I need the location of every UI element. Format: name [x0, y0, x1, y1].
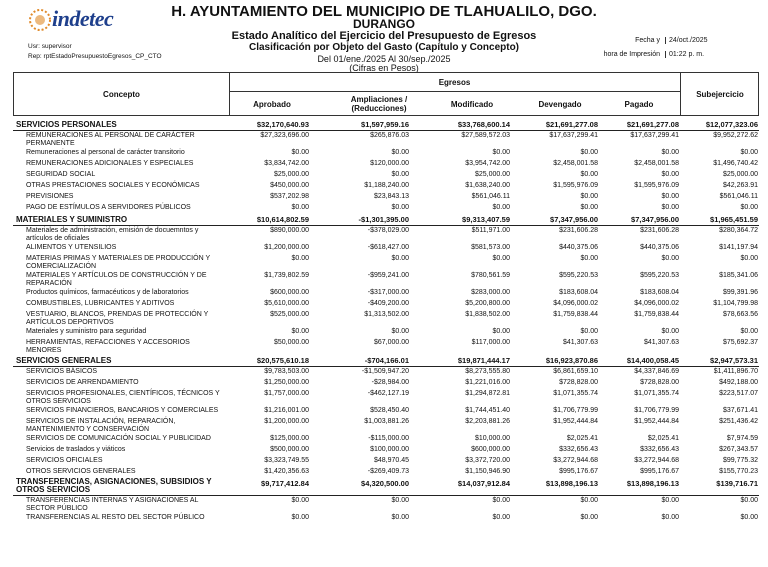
row-value: $3,372,720.00 [465, 457, 510, 464]
row-value: $595,220.53 [559, 272, 598, 279]
table-row [13, 310, 759, 327]
row-value: $78,663.56 [722, 311, 758, 318]
row-value: -$1,301,395.00 [358, 215, 409, 224]
row-value: $0.00 [661, 204, 679, 211]
row-concept: Materiales de administración, emisión de docuemntos y artículos de oficiales [26, 227, 199, 242]
row-concept: SERVICIOS OFICIALES [26, 457, 103, 464]
row-concept: PAGO DE ESTÍMULOS A SERVIDORES PÚBLICOS [26, 204, 191, 211]
row-concept: REMUNERACIONES AL PERSONAL DE CARÁCTER PERMANENTE [26, 132, 195, 147]
row-value: $33,768,600.14 [457, 120, 510, 129]
row-value: $4,337,846.69 [634, 368, 679, 375]
row-value: $41,307.63 [643, 339, 679, 346]
row-value: $7,974.59 [726, 435, 758, 442]
row-value: $0.00 [391, 149, 409, 156]
row-value: $0.00 [661, 149, 679, 156]
row-value: $0.00 [580, 497, 598, 504]
table-row [13, 338, 759, 355]
row-value: $0.00 [740, 514, 758, 521]
row-value: $3,323,749.55 [264, 457, 309, 464]
row-concept: VESTUARIO, BLANCOS, PRENDAS DE PROTECCIÓN Y ARTÍCULOS DEPORTIVOS [26, 311, 209, 326]
row-value: $1,003,881.26 [364, 418, 409, 425]
row-value: $4,096,000.02 [553, 300, 598, 307]
row-value: $0.00 [492, 497, 510, 504]
row-value: $231,606.28 [640, 227, 679, 234]
table-row [13, 367, 759, 378]
row-value: $0.00 [291, 149, 309, 156]
row-concept: SERVICIOS BÁSICOS [26, 368, 98, 375]
row-value: $1,952,444.84 [634, 418, 679, 425]
date-value: 24/oct./2025 [665, 37, 708, 44]
col-modificado: Modificado [450, 100, 494, 109]
row-value: $0.00 [661, 328, 679, 335]
row-value: $1,188,240.00 [364, 182, 409, 189]
row-value: $12,077,323.06 [705, 120, 758, 129]
row-concept: MATERIALES Y SUMINISTRO [16, 215, 128, 224]
row-value: $0.00 [492, 514, 510, 521]
row-value: $21,691,277.08 [626, 120, 679, 129]
row-value: $10,000.00 [474, 435, 510, 442]
table-row [13, 406, 759, 417]
row-value: $332,656.43 [559, 446, 598, 453]
row-value: $10,614,802.59 [256, 215, 309, 224]
row-value: $537,202.98 [270, 193, 309, 200]
row-value: $0.00 [291, 255, 309, 262]
row-value: $595,220.53 [640, 272, 679, 279]
table-row [13, 445, 759, 456]
row-value: $4,320,500.00 [361, 479, 409, 488]
row-value: $440,375.06 [559, 244, 598, 251]
row-value: $0.00 [291, 204, 309, 211]
row-value: $25,000.00 [273, 171, 309, 178]
row-value: $125,000.00 [270, 435, 309, 442]
row-value: -$462,127.19 [367, 390, 409, 397]
row-value: $7,347,956.00 [631, 215, 679, 224]
table-row [13, 254, 759, 271]
row-value: $1,200,000.00 [264, 244, 309, 251]
row-value: $1,952,444.84 [553, 418, 598, 425]
report-units: (Cifras en Pesos) [349, 63, 419, 73]
row-concept: SERVICIOS GENERALES [16, 356, 112, 365]
row-value: $1,496,740.42 [713, 160, 758, 167]
col-ampliaciones: Ampliaciones / (Reducciones) [350, 95, 408, 113]
row-value: $0.00 [391, 328, 409, 335]
row-value: $1,250,000.00 [264, 379, 309, 386]
row-value: $1,071,355.74 [553, 390, 598, 397]
row-value: $1,595,976.09 [634, 182, 679, 189]
row-value: -$1,509,947.20 [361, 368, 409, 375]
row-concept: TRANSFERENCIAS INTERNAS Y ASIGNACIONES AL SECTOR PÚBLICO [26, 497, 199, 512]
row-concept: SERVICIOS DE ARRENDAMIENTO [26, 379, 139, 386]
row-value: $14,037,912.84 [457, 479, 510, 488]
row-concept: SERVICIOS FINANCIEROS, BANCARIOS Y COMERCIALES [26, 407, 219, 414]
row-value: -$409,200.00 [367, 300, 409, 307]
row-value: $2,458,001.58 [553, 160, 598, 167]
row-value: $9,783,503.00 [264, 368, 309, 375]
row-value: $17,637,299.41 [630, 132, 679, 139]
row-value: $50,000.00 [273, 339, 309, 346]
row-value: $7,347,956.00 [550, 215, 598, 224]
row-value: $0.00 [661, 497, 679, 504]
row-value: $223,517.07 [719, 390, 758, 397]
row-concept: HERRAMIENTAS, REFACCIONES Y ACCESORIOS MENORES [26, 339, 190, 354]
row-value: -$618,427.00 [367, 244, 409, 251]
row-value: $2,025.41 [647, 435, 679, 442]
table-row [13, 496, 759, 513]
row-value: $0.00 [740, 204, 758, 211]
table-group-row [13, 478, 759, 496]
row-value: $9,952,272.62 [713, 132, 758, 139]
report-name: Estado Analítico del Ejercicio del Presupuesto de Egresos [231, 30, 537, 42]
row-value: $0.00 [391, 255, 409, 262]
row-value: $25,000.00 [474, 171, 510, 178]
row-value: $155,770.23 [719, 468, 758, 475]
col-aprobado: Aprobado [253, 100, 291, 109]
row-value: $1,638,240.00 [465, 182, 510, 189]
row-value: $1,757,000.00 [264, 390, 309, 397]
table-body [13, 119, 759, 524]
row-value: $0.00 [580, 149, 598, 156]
row-value: $728,828.00 [640, 379, 679, 386]
table-row [13, 131, 759, 148]
row-value: $600,000.00 [471, 446, 510, 453]
table-row [13, 299, 759, 310]
row-value: $0.00 [492, 204, 510, 211]
row-value: $139,716.71 [716, 479, 758, 488]
col-pagado: Pagado [624, 100, 654, 109]
col-devengado: Devengado [538, 100, 582, 109]
row-value: $9,313,407.59 [462, 215, 510, 224]
row-value: $0.00 [492, 328, 510, 335]
row-value: $500,000.00 [270, 446, 309, 453]
row-value: $1,706,779.99 [634, 407, 679, 414]
row-value: $99,391.96 [722, 289, 758, 296]
row-value: $117,000.00 [471, 339, 510, 346]
row-value: $600,000.00 [270, 289, 309, 296]
row-value: $511,971.00 [471, 227, 510, 234]
row-concept: TRANSFERENCIAS, ASIGNACIONES, SUBSIDIOS Y OTROS SERVICIOS [16, 477, 212, 494]
row-value: $37,671.41 [722, 407, 758, 414]
row-concept: SERVICIOS DE INSTALACIÓN, REPARACIÓN, MANTENIMIENTO Y CONSERVACIÓN [26, 418, 176, 433]
row-value: $8,273,555.80 [465, 368, 510, 375]
row-value: $995,176.67 [559, 468, 598, 475]
row-value: $1,294,872.81 [465, 390, 510, 397]
report-title: H. AYUNTAMIENTO DEL MUNICIPIO DE TLAHUALILO, DGO. [171, 3, 597, 20]
row-value: $0.00 [580, 171, 598, 178]
row-value: $561,046.11 [719, 193, 758, 200]
row-value: $0.00 [391, 171, 409, 178]
row-value: $42,263.91 [722, 182, 758, 189]
row-value: $780,561.59 [471, 272, 510, 279]
row-value: $581,573.00 [471, 244, 510, 251]
row-value: $17,637,299.41 [549, 132, 598, 139]
row-value: $0.00 [580, 204, 598, 211]
row-value: $1,706,779.99 [553, 407, 598, 414]
row-value: $1,759,838.44 [634, 311, 679, 318]
row-value: $283,000.00 [471, 289, 510, 296]
table-row [13, 181, 759, 192]
row-value: $1,313,502.00 [364, 311, 409, 318]
row-value: $1,150,946.90 [465, 468, 510, 475]
row-value: $1,744,451.40 [465, 407, 510, 414]
row-value: $13,898,196.13 [626, 479, 679, 488]
row-value: $16,923,870.86 [545, 356, 598, 365]
row-value: $41,307.63 [562, 339, 598, 346]
time-value: 01:22 p. m. [665, 51, 704, 58]
table-row [13, 417, 759, 434]
row-value: -$317,000.00 [367, 289, 409, 296]
row-value: $14,400,058.45 [626, 356, 679, 365]
table-row [13, 203, 759, 214]
row-concept: PREVISIONES [26, 193, 74, 200]
row-concept: REMUNERACIONES ADICIONALES Y ESPECIALES [26, 160, 194, 167]
table-row [13, 170, 759, 181]
row-value: $5,200,800.00 [465, 300, 510, 307]
row-value: $1,595,976.09 [553, 182, 598, 189]
row-value: $2,458,001.58 [634, 160, 679, 167]
table-row [13, 389, 759, 406]
row-value: $25,000.00 [722, 171, 758, 178]
row-value: $1,104,799.98 [713, 300, 758, 307]
row-value: $332,656.43 [640, 446, 679, 453]
row-value: $3,272,944.68 [553, 457, 598, 464]
row-value: $1,216,001.00 [264, 407, 309, 414]
row-value: $3,954,742.00 [465, 160, 510, 167]
row-value: $995,176.67 [640, 468, 679, 475]
row-value: $141,197.94 [719, 244, 758, 251]
row-value: $528,450.40 [370, 407, 409, 414]
table-row [13, 456, 759, 467]
row-value: $0.00 [492, 255, 510, 262]
row-value: $450,000.00 [270, 182, 309, 189]
row-value: $67,000.00 [373, 339, 409, 346]
table-row [13, 288, 759, 299]
table-row [13, 271, 759, 288]
row-value: $2,947,573.31 [710, 356, 758, 365]
row-value: $440,375.06 [640, 244, 679, 251]
row-value: $23,843.13 [373, 193, 409, 200]
row-value: -$959,241.00 [367, 272, 409, 279]
table-row [13, 226, 759, 243]
row-value: $75,692.37 [722, 339, 758, 346]
row-value: $1,965,451.59 [710, 215, 758, 224]
row-value: -$28,984.00 [371, 379, 409, 386]
row-value: $265,876.03 [370, 132, 409, 139]
row-concept: MATERIAS PRIMAS Y MATERIALES DE PRODUCCIÓN Y COMERCIALIZACIÓN [26, 255, 210, 270]
row-value: $27,589,572.03 [461, 132, 510, 139]
row-value: $267,343.57 [719, 446, 758, 453]
col-subejercicio: Subejercicio [696, 90, 744, 99]
row-value: $1,597,959.16 [361, 120, 409, 129]
report-id-label: Rep: rptEstadoPresupuestoEgresos_CP_CTO [28, 53, 162, 60]
row-concept: SERVICIOS PROFESIONALES, CIENTÍFICOS, TÉCNICOS Y OTROS SERVICIOS [26, 390, 220, 405]
row-value: $0.00 [661, 514, 679, 521]
row-value: -$269,409.73 [367, 468, 409, 475]
table-row [13, 378, 759, 389]
table-row [13, 513, 759, 524]
row-value: $0.00 [740, 497, 758, 504]
table-row [13, 327, 759, 338]
row-value: $1,071,355.74 [634, 390, 679, 397]
table-row [13, 243, 759, 254]
table-row [13, 192, 759, 203]
row-concept: MATERIALES Y ARTÍCULOS DE CONSTRUCCIÓN Y DE REPARACIÓN [26, 272, 207, 287]
row-value: $728,828.00 [559, 379, 598, 386]
row-value: $0.00 [661, 255, 679, 262]
row-concept: OTROS SERVICIOS GENERALES [26, 468, 136, 475]
user-label: Usr: supervisor [28, 43, 72, 50]
row-value: $99,775.32 [722, 457, 758, 464]
row-value: $27,323,696.00 [260, 132, 309, 139]
report-period: Del 01/ene./2025 Al 30/sep./2025 [317, 54, 451, 64]
row-value: $1,200,000.00 [264, 418, 309, 425]
date-label: Fecha y [635, 37, 660, 44]
row-value: $280,364.72 [719, 227, 758, 234]
row-value: $100,000.00 [370, 446, 409, 453]
row-value: $890,000.00 [270, 227, 309, 234]
row-value: $0.00 [580, 328, 598, 335]
row-value: $1,838,502.00 [465, 311, 510, 318]
row-value: $492,188.00 [719, 379, 758, 386]
row-value: $5,610,000.00 [264, 300, 309, 307]
row-value: $0.00 [391, 497, 409, 504]
row-value: $19,871,444.17 [457, 356, 510, 365]
row-value: $0.00 [291, 328, 309, 335]
row-value: $6,861,659.10 [553, 368, 598, 375]
row-value: $0.00 [580, 255, 598, 262]
row-value: $1,420,356.63 [264, 468, 309, 475]
row-value: $0.00 [740, 149, 758, 156]
table-row [13, 148, 759, 159]
row-value: $0.00 [291, 514, 309, 521]
row-value: -$378,029.00 [367, 227, 409, 234]
row-value: $20,575,610.18 [256, 356, 309, 365]
row-concept: TRANSFERENCIAS AL RESTO DEL SECTOR PÚBLICO [26, 514, 205, 521]
row-value: $48,970.45 [373, 457, 409, 464]
row-value: $185,341.06 [719, 272, 758, 279]
row-value: $231,606.28 [559, 227, 598, 234]
row-value: $0.00 [740, 255, 758, 262]
time-label: hora de Impresión [603, 51, 660, 58]
row-value: $9,717,412.84 [261, 479, 309, 488]
row-concept: ALIMENTOS Y UTENSILIOS [26, 244, 117, 251]
row-value: $0.00 [580, 514, 598, 521]
row-value: $2,025.41 [566, 435, 598, 442]
indetec-logo: indetec [52, 6, 114, 31]
row-value: $183,608.04 [559, 289, 598, 296]
row-concept: Remuneraciones al personal de carácter transitorio [26, 149, 185, 156]
row-value: $1,739,802.59 [264, 272, 309, 279]
table-group-row [13, 214, 759, 226]
row-value: -$115,000.00 [368, 435, 409, 442]
row-value: $32,170,640.93 [256, 120, 309, 129]
col-concepto: Concepto [103, 90, 140, 99]
row-concept: Productos químicos, farmacéuticos y de laboratorios [26, 289, 189, 296]
report-classification: Clasificación por Objeto del Gasto (Capítulo y Concepto) [248, 42, 520, 53]
row-concept: SEGURIDAD SOCIAL [26, 171, 96, 178]
table-group-row [13, 355, 759, 367]
row-value: $1,221,016.00 [465, 379, 510, 386]
row-concept: COMBUSTIBLES, LUBRICANTES Y ADITIVOS [26, 300, 175, 307]
table-row [13, 434, 759, 445]
row-value: $0.00 [580, 193, 598, 200]
row-value: $120,000.00 [370, 160, 409, 167]
report-state: DURANGO [353, 17, 415, 31]
row-value: $4,096,000.02 [634, 300, 679, 307]
row-value: $0.00 [291, 497, 309, 504]
row-value: $251,436.42 [719, 418, 758, 425]
row-value: $0.00 [661, 193, 679, 200]
row-value: $0.00 [740, 328, 758, 335]
row-value: $3,272,944.68 [634, 457, 679, 464]
row-value: $21,691,277.08 [545, 120, 598, 129]
row-value: $1,411,896.70 [713, 368, 758, 375]
table-group-row [13, 119, 759, 131]
row-concept: Materiales y suministro para seguridad [26, 328, 147, 335]
row-value: $13,898,196.13 [545, 479, 598, 488]
row-concept: SERVICIOS PERSONALES [16, 120, 117, 129]
row-value: $0.00 [661, 171, 679, 178]
table-row [13, 159, 759, 170]
row-value: $0.00 [391, 514, 409, 521]
row-concept: OTRAS PRESTACIONES SOCIALES Y ECONÓMICAS [26, 182, 200, 189]
row-value: $0.00 [492, 149, 510, 156]
row-value: $0.00 [391, 204, 409, 211]
row-value: $561,046.11 [471, 193, 510, 200]
row-value: $1,759,838.44 [553, 311, 598, 318]
col-egresos: Egresos [438, 78, 471, 87]
table-header [13, 72, 759, 116]
row-value: -$704,166.01 [364, 356, 409, 365]
row-concept: Servicios de traslados y viáticos [26, 446, 126, 453]
row-value: $2,203,881.26 [465, 418, 510, 425]
row-value: $525,000.00 [270, 311, 309, 318]
row-value: $3,834,742.00 [264, 160, 309, 167]
row-value: $183,608.04 [640, 289, 679, 296]
row-concept: SERVICIOS DE COMUNICACIÓN SOCIAL Y PUBLICIDAD [26, 435, 211, 442]
